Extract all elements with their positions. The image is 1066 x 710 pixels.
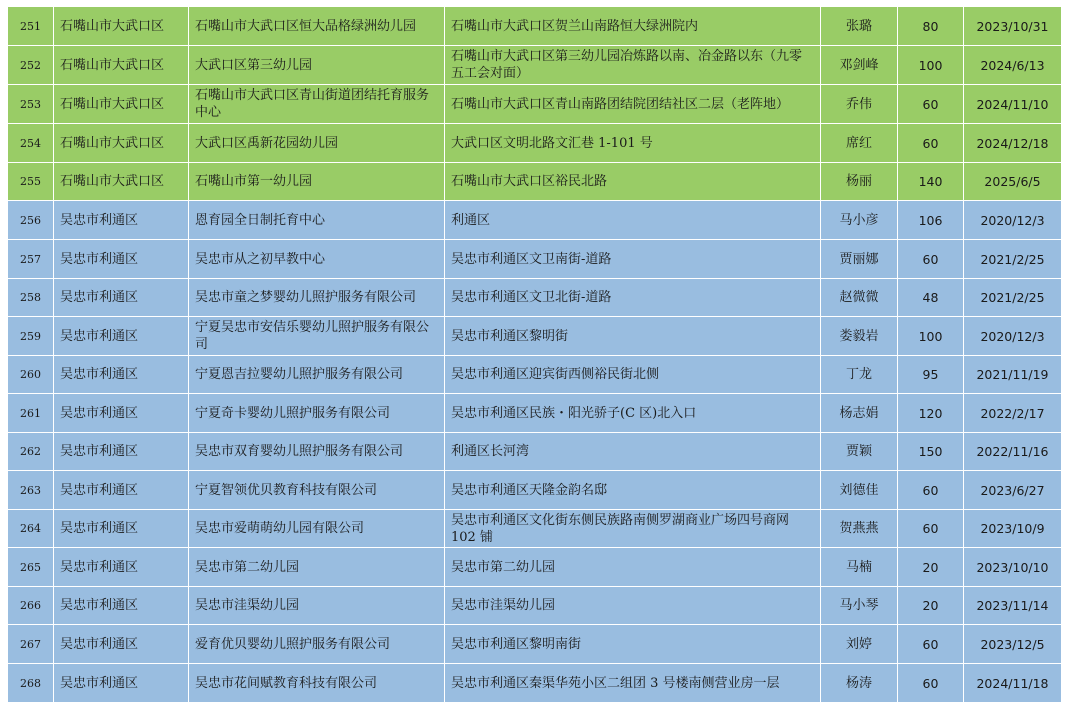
address-cell: 石嘴山市大武口区裕民北路 — [445, 163, 821, 201]
institution-name-cell: 吴忠市花间赋教育科技有限公司 — [189, 664, 445, 703]
row-number-cell: 262 — [8, 433, 54, 471]
registration-date-cell: 2025/6/5 — [964, 163, 1062, 201]
contact-person-cell: 杨丽 — [821, 163, 898, 201]
capacity-cell: 60 — [898, 664, 964, 703]
contact-person-cell: 邓剑峰 — [821, 46, 898, 85]
registration-date-cell: 2024/11/10 — [964, 85, 1062, 124]
table-row — [8, 548, 1062, 587]
capacity-cell: 60 — [898, 240, 964, 279]
institution-name-cell: 宁夏奇卡婴幼儿照护服务有限公司 — [189, 394, 445, 433]
district-cell: 吴忠市利通区 — [54, 433, 189, 471]
district-cell: 吴忠市利通区 — [54, 548, 189, 587]
row-number-cell: 256 — [8, 201, 54, 240]
district-cell: 吴忠市利通区 — [54, 510, 189, 548]
capacity-cell: 60 — [898, 471, 964, 510]
institution-name-cell: 大武口区禹新花园幼儿园 — [189, 124, 445, 163]
registration-date-cell: 2022/2/17 — [964, 394, 1062, 433]
contact-person-cell: 赵微微 — [821, 279, 898, 317]
contact-person-cell: 马小彦 — [821, 201, 898, 240]
institution-name-cell: 宁夏吴忠市安佶乐婴幼儿照护服务有限公司 — [189, 317, 445, 356]
registration-date-cell: 2021/2/25 — [964, 240, 1062, 279]
institution-name-cell: 吴忠市从之初早教中心 — [189, 240, 445, 279]
capacity-cell: 60 — [898, 510, 964, 548]
institution-name-cell: 石嘴山市第一幼儿园 — [189, 163, 445, 201]
contact-person-cell: 席红 — [821, 124, 898, 163]
table-row — [8, 471, 1062, 510]
registration-date-cell: 2023/10/10 — [964, 548, 1062, 587]
table-body — [8, 7, 1062, 703]
institution-name-cell: 恩育园全日制托育中心 — [189, 201, 445, 240]
address-cell: 吴忠市利通区天隆金韵名邸 — [445, 471, 821, 510]
district-cell: 石嘴山市大武口区 — [54, 85, 189, 124]
registration-date-cell: 2023/11/14 — [964, 587, 1062, 625]
row-number-cell: 253 — [8, 85, 54, 124]
table-row — [8, 356, 1062, 394]
address-cell: 吴忠市利通区黎明街 — [445, 317, 821, 356]
table-row — [8, 664, 1062, 703]
address-cell: 吴忠市洼渠幼儿园 — [445, 587, 821, 625]
district-cell: 吴忠市利通区 — [54, 664, 189, 703]
table-row — [8, 510, 1062, 548]
contact-person-cell: 张璐 — [821, 7, 898, 46]
district-cell: 吴忠市利通区 — [54, 317, 189, 356]
table-row — [8, 433, 1062, 471]
row-number-cell: 266 — [8, 587, 54, 625]
address-cell: 利通区 — [445, 201, 821, 240]
capacity-cell: 48 — [898, 279, 964, 317]
contact-person-cell: 乔伟 — [821, 85, 898, 124]
row-number-cell: 263 — [8, 471, 54, 510]
district-cell: 石嘴山市大武口区 — [54, 124, 189, 163]
registration-date-cell: 2024/6/13 — [964, 46, 1062, 85]
registration-date-cell: 2023/10/31 — [964, 7, 1062, 46]
district-cell: 吴忠市利通区 — [54, 201, 189, 240]
district-cell: 石嘴山市大武口区 — [54, 7, 189, 46]
capacity-cell: 60 — [898, 85, 964, 124]
table-row — [8, 625, 1062, 664]
institution-name-cell: 石嘴山市大武口区青山街道团结托育服务中心 — [189, 85, 445, 124]
address-cell: 吴忠市利通区文卫南街-道路 — [445, 240, 821, 279]
table-row — [8, 317, 1062, 356]
capacity-cell: 100 — [898, 317, 964, 356]
row-number-cell: 254 — [8, 124, 54, 163]
district-cell: 吴忠市利通区 — [54, 471, 189, 510]
table-row — [8, 201, 1062, 240]
childcare-registry-table — [7, 6, 1062, 703]
address-cell: 吴忠市利通区文卫北街-道路 — [445, 279, 821, 317]
address-cell: 吴忠市利通区文化街东侧民族路南侧罗湖商业广场四号商网 102 铺 — [445, 510, 821, 548]
registration-date-cell: 2024/11/18 — [964, 664, 1062, 703]
district-cell: 吴忠市利通区 — [54, 279, 189, 317]
registration-date-cell: 2020/12/3 — [964, 201, 1062, 240]
row-number-cell: 252 — [8, 46, 54, 85]
institution-name-cell: 吴忠市洼渠幼儿园 — [189, 587, 445, 625]
district-cell: 石嘴山市大武口区 — [54, 46, 189, 85]
row-number-cell: 258 — [8, 279, 54, 317]
row-number-cell: 264 — [8, 510, 54, 548]
address-cell: 石嘴山市大武口区贺兰山南路恒大绿洲院内 — [445, 7, 821, 46]
registration-date-cell: 2023/6/27 — [964, 471, 1062, 510]
row-number-cell: 261 — [8, 394, 54, 433]
address-cell: 吴忠市第二幼儿园 — [445, 548, 821, 587]
row-number-cell: 265 — [8, 548, 54, 587]
contact-person-cell: 丁龙 — [821, 356, 898, 394]
district-cell: 吴忠市利通区 — [54, 240, 189, 279]
registration-date-cell: 2020/12/3 — [964, 317, 1062, 356]
contact-person-cell: 杨涛 — [821, 664, 898, 703]
capacity-cell: 106 — [898, 201, 964, 240]
address-cell: 吴忠市利通区迎宾街西侧裕民街北侧 — [445, 356, 821, 394]
contact-person-cell: 贺燕燕 — [821, 510, 898, 548]
address-cell: 石嘴山市大武口区青山南路团结院团结社区二层（老阵地） — [445, 85, 821, 124]
row-number-cell: 251 — [8, 7, 54, 46]
row-number-cell: 260 — [8, 356, 54, 394]
capacity-cell: 20 — [898, 548, 964, 587]
address-cell: 吴忠市利通区秦渠华苑小区二组团 3 号楼南侧营业房一层 — [445, 664, 821, 703]
contact-person-cell: 贾颖 — [821, 433, 898, 471]
capacity-cell: 60 — [898, 124, 964, 163]
institution-name-cell: 爱育优贝婴幼儿照护服务有限公司 — [189, 625, 445, 664]
address-cell: 吴忠市利通区黎明南街 — [445, 625, 821, 664]
district-cell: 吴忠市利通区 — [54, 625, 189, 664]
row-number-cell: 259 — [8, 317, 54, 356]
institution-name-cell: 宁夏智领优贝教育科技有限公司 — [189, 471, 445, 510]
table-row — [8, 240, 1062, 279]
institution-name-cell: 宁夏恩吉拉婴幼儿照护服务有限公司 — [189, 356, 445, 394]
table-row — [8, 124, 1062, 163]
registration-date-cell: 2022/11/16 — [964, 433, 1062, 471]
contact-person-cell: 马楠 — [821, 548, 898, 587]
contact-person-cell: 刘婷 — [821, 625, 898, 664]
row-number-cell: 257 — [8, 240, 54, 279]
contact-person-cell: 杨志娟 — [821, 394, 898, 433]
district-cell: 吴忠市利通区 — [54, 394, 189, 433]
capacity-cell: 80 — [898, 7, 964, 46]
district-cell: 吴忠市利通区 — [54, 356, 189, 394]
row-number-cell: 268 — [8, 664, 54, 703]
table-row — [8, 279, 1062, 317]
registration-date-cell: 2023/10/9 — [964, 510, 1062, 548]
institution-name-cell: 石嘴山市大武口区恒大品格绿洲幼儿园 — [189, 7, 445, 46]
district-cell: 石嘴山市大武口区 — [54, 163, 189, 201]
table-row — [8, 587, 1062, 625]
capacity-cell: 20 — [898, 587, 964, 625]
table-row — [8, 394, 1062, 433]
institution-name-cell: 吴忠市童之梦婴幼儿照护服务有限公司 — [189, 279, 445, 317]
capacity-cell: 150 — [898, 433, 964, 471]
address-cell: 石嘴山市大武口区第三幼儿园冶炼路以南、冶金路以东（九零五工会对面） — [445, 46, 821, 85]
institution-name-cell: 大武口区第三幼儿园 — [189, 46, 445, 85]
table-row — [8, 163, 1062, 201]
district-cell: 吴忠市利通区 — [54, 587, 189, 625]
capacity-cell: 120 — [898, 394, 964, 433]
registration-date-cell: 2021/11/19 — [964, 356, 1062, 394]
table-row — [8, 46, 1062, 85]
registration-date-cell: 2024/12/18 — [964, 124, 1062, 163]
institution-name-cell: 吴忠市双育婴幼儿照护服务有限公司 — [189, 433, 445, 471]
institution-name-cell: 吴忠市爱萌萌幼儿园有限公司 — [189, 510, 445, 548]
contact-person-cell: 贾丽娜 — [821, 240, 898, 279]
address-cell: 利通区长河湾 — [445, 433, 821, 471]
institution-name-cell: 吴忠市第二幼儿园 — [189, 548, 445, 587]
address-cell: 吴忠市利通区民族・阳光骄子(C 区)北入口 — [445, 394, 821, 433]
registration-date-cell: 2023/12/5 — [964, 625, 1062, 664]
address-cell: 大武口区文明北路文汇巷 1-101 号 — [445, 124, 821, 163]
row-number-cell: 255 — [8, 163, 54, 201]
capacity-cell: 60 — [898, 625, 964, 664]
table-row — [8, 7, 1062, 46]
capacity-cell: 140 — [898, 163, 964, 201]
row-number-cell: 267 — [8, 625, 54, 664]
contact-person-cell: 娄毅岩 — [821, 317, 898, 356]
contact-person-cell: 刘德佳 — [821, 471, 898, 510]
capacity-cell: 95 — [898, 356, 964, 394]
registration-date-cell: 2021/2/25 — [964, 279, 1062, 317]
contact-person-cell: 马小琴 — [821, 587, 898, 625]
capacity-cell: 100 — [898, 46, 964, 85]
table-row — [8, 85, 1062, 124]
